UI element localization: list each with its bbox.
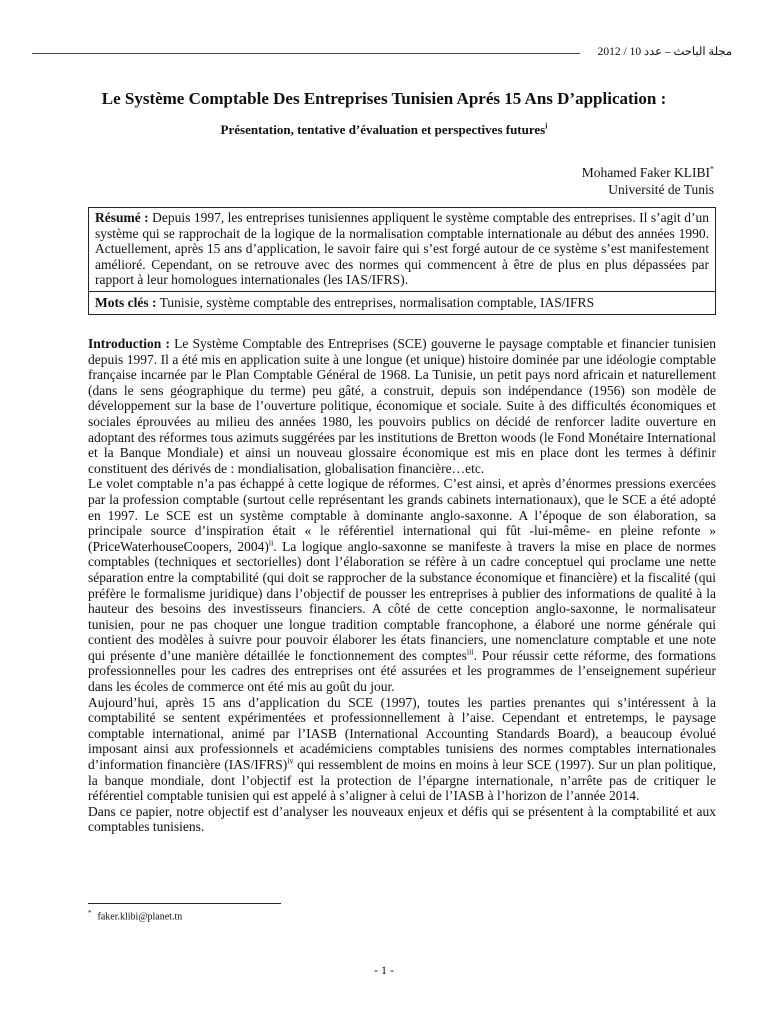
header-rule — [32, 53, 580, 54]
footnote-rule — [88, 903, 281, 904]
endnote-mark-iii: iii — [466, 647, 474, 657]
intro-paragraph-3-text-b: qui ressemblent de moins en moins à leur SCE (1997). Sur un plan politique, la banque mondiale, dont l’objectif est la protection de l’épargne internationale, n’arrête pas de critiquer le référentiel comptable tunisien qui est appelé à s’aligner à celui de l’IASB à l’horizon de l’année 2014. — [88, 757, 716, 804]
journal-name: مجلة الباحث – عدد 10 / 2012 — [597, 46, 732, 58]
keywords-text: Tunisie, système comptable des entreprises, normalisation comptable, IAS/IFRS — [159, 294, 595, 310]
endnote-mark-ii: ii — [268, 538, 274, 548]
author-name: Mohamed Faker KLIBI — [581, 165, 710, 180]
intro-paragraph-1-text: Le Système Comptable des Entreprises (SCE) gouverne le paysage comptable et financier tunisien depuis 1997. Il a été mis en application suite à une longue (et unique) histoire dominée par une idéologie comptable française incarnée par le Plan Comptable Général de 1968. La Tunisie, un petit pays nord africain et naturellement (dans le sens géographique du terme) peu gâté, a construit, depuis son indépendance (1956) son modèle de développement sur la base de l’ouverture politique, économique et sociale. Suite à des difficultés économiques et sociales éprouvées au milieu des années 1980, les pouvoirs publics on décidé de renforcer ladite ouverture en adoptant des réformes tous azimuts suggérées par les institutions de Bretton woods (le Fond Monétaire International et la Banque Mondiale) et ainsi un nouveau glossaire économique est mis en place dont les termes à définir constituent des dérivés de : mondialisation, globalisation financière…etc. — [88, 336, 716, 476]
intro-paragraph-4: Dans ce papier, notre objectif est d’analyser les nouveaux enjeux et défis qui se présentent à la comptabilité et aux comptables tunisiens. — [88, 803, 716, 835]
subtitle-text: Présentation, tentative d’évaluation et perspectives futures — [220, 122, 546, 137]
intro-paragraph-2-text-c: . Pour réussir cette réforme, des formations professionnelles pour les cadres des entreprises ont été assurées et les programmes de l’enseignement supérieur dans les écoles de commerce ont été mis au goût du jour. — [88, 647, 716, 695]
introduction-label: Introduction : — [88, 336, 170, 351]
abstract-box — [88, 207, 716, 315]
intro-paragraph-1 — [88, 336, 716, 476]
intro-paragraph-3-text-a: Aujourd’hui, après 15 ans d’application du SCE (1997), toutes les parties prenantes qui s’intéressent à la comptabilité se sentent expérimentées et professionnellement à l’aise. Cependant et entretemps, le paysage comptable international, animé par l’IASB (International Accounting Standards Board), a beaucoup évolué imposant ainsi aux professionnels et académiciens comptables tunisiens des normes comptables internationales d’information financière (IAS/IFRS) — [88, 694, 716, 773]
intro-paragraph-2-text-a: Le volet comptable n’a pas échappé à cette logique de réformes. C’est ainsi, et après d’énormes pressions exercées par la profession comptable (surtout celle représentant les grands cabinets internationaux), que le SCE a été adopté en 1997. Le SCE est un système comptable à dominante anglo-saxonne. A l’époque de son élaboration, sa principale source d’inspiration était « le référentiel international qui fût -lui-même- en pleine refonte » (PriceWaterhouseCoopers, 2004) — [88, 476, 716, 554]
footnote — [88, 909, 182, 922]
abstract-label: Résumé : — [95, 210, 149, 225]
paper-title: Le Système Comptable Des Entreprises Tunisien Aprés 15 Ans D’application : — [101, 89, 667, 108]
author-block — [582, 164, 714, 198]
intro-paragraph-2-text-b: . La logique anglo-saxonne se manifeste à travers la mise en place de normes comptables (techniques et sectorielles) dont l’élaboration se réfère à un cadre conceptuel qui proclame une nette séparation entre la comptabilité (qui doit se rapprocher de la substance économique et financière) et la fiscalité (qui préfère le formalisme juridique) dans l’objectif de pousser les entreprises à publier des informations de qualité à la hauteur des besoins des investisseurs financiers. A côté de cette conception anglo-saxonne, le normalisateur tunisien, pour ne pas choquer une longue tradition comptable francophone, a élaboré une norme générale qui contient des modèles à suivre pour pouvoir élaborer les états financiers, une nomenclature comptable et une note qui présente d’une manière détaillée le fonctionnement des comptes — [88, 538, 716, 663]
footnote-mark: * — [88, 909, 92, 917]
page-number: - 1 - — [374, 963, 394, 977]
intro-paragraph-3 — [88, 695, 716, 804]
endnote-mark-iv: iv — [287, 756, 294, 766]
keywords-paragraph — [89, 292, 715, 314]
author-affiliation: Université de Tunis — [608, 182, 714, 197]
footnote-email: faker.klibi@planet.tn — [97, 911, 183, 923]
author-footnote-mark: * — [710, 164, 714, 174]
paper-subtitle — [60, 122, 708, 138]
introduction-section — [88, 336, 716, 835]
author-line — [582, 164, 714, 181]
intro-paragraph-2 — [88, 476, 716, 694]
running-header — [32, 44, 732, 62]
keywords-label: Mots clés : — [95, 294, 157, 310]
subtitle-endnote-mark: i — [545, 121, 548, 131]
abstract-text: Depuis 1997, les entreprises tunisiennes appliquent le système comptable des entreprises. Il s’agit d’un système qui se rapprochait de la logique de la normalisation comptable internationale au début des années 1990. Actuellement, après 15 ans d’application, le savoir faire qui s’est forgé autour de ce système s’est manifestement amélioré. Cependant, on se retrouve avec des normes qui commencent à être de plus en plus dépassées par rapport à leur homologues internationales (les IAS/IFRS). — [95, 210, 709, 288]
abstract-paragraph — [89, 208, 715, 292]
